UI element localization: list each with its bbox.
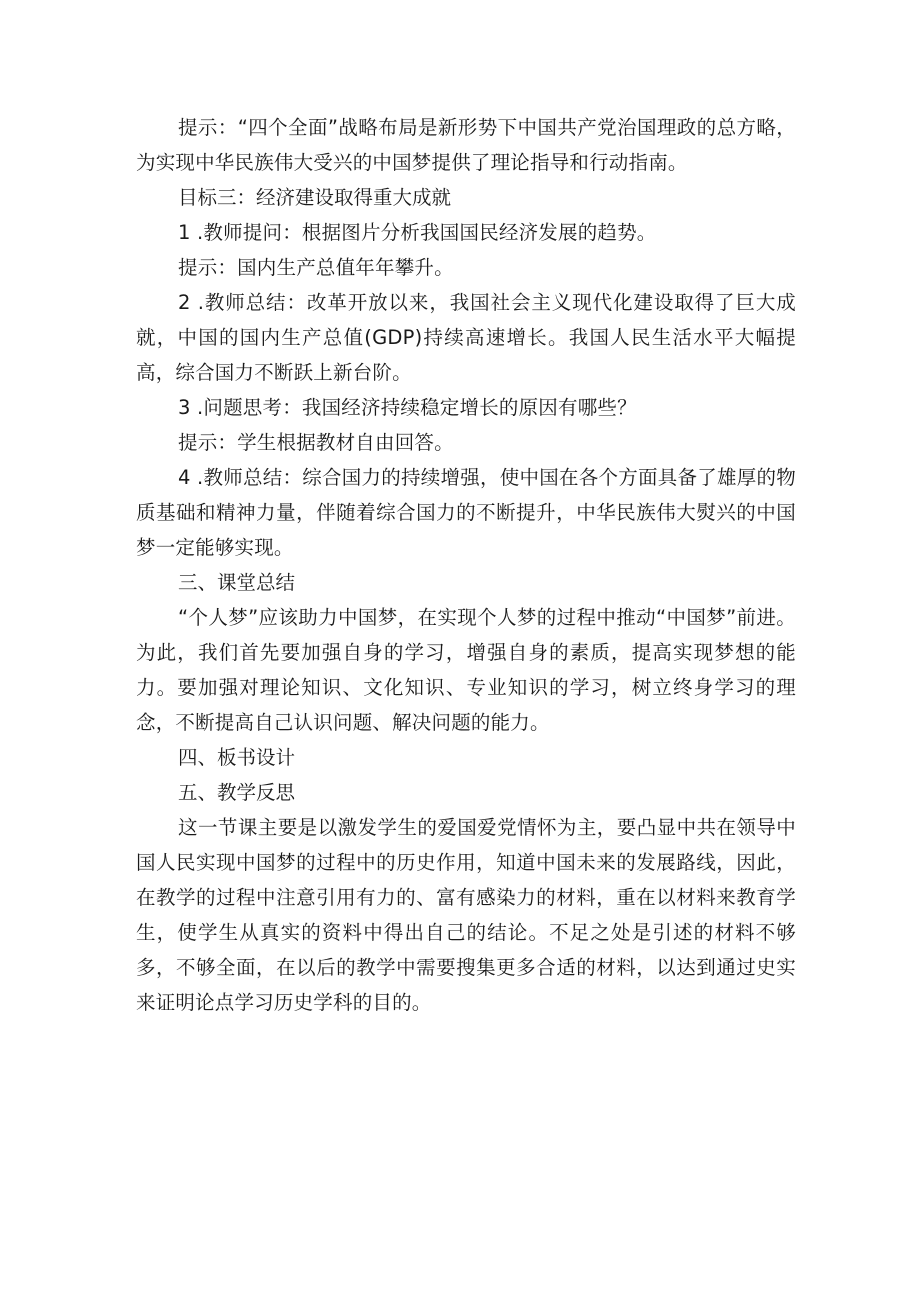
question-thinking-3: 3 .问题思考：我国经济持续稳定增长的原因有哪些？ — [178, 396, 637, 419]
class-summary-text: “个人梦”应该助力中国梦，在实现个人梦的过程中推动“中国梦”前进。为此，我们首先要加强自身的学习，增强自身的素质，提高实现梦想的能力。要加强对理论知识、文化知识、专业知识的学习，树立终身学习的理念，不断提高自己认识问题、解决问题的能力。 — [136, 606, 796, 734]
hint-free-answer: 提示：学生根据教材自由回答。 — [178, 431, 454, 454]
section-teaching-reflection-heading: 五、教学反思 — [178, 781, 296, 804]
teaching-reflection-text: 这一节课主要是以激发学生的爱国爱党情怀为主，要凸显中共在领导中国人民实现中国梦的过程中的历史作用，知道中国未来的发展路线，因此，在教学的过程中注意引用有力的、富有感染力的材料，重在以材料来教育学生，使学生从真实的资料中得出自己的结论。不足之处是引述的材料不够多，不够全面，在以后的教学中需要搜集更多合适的材料，以达到通过史实来证明论点学习历史学科的目的。 — [136, 816, 796, 1014]
hint-four-comprehensives: 提示：“四个全面”战略布局是新形势下中国共产党治国理政的总方略，为实现中华民族伟大受兴的中国梦提供了理论指导和行动指南。 — [136, 116, 796, 174]
teacher-summary-4: 4 .教师总结：综合国力的持续增强，使中国在各个方面具备了雄厚的物质基础和精神力量，伴随着综合国力的不断提升，中华民族伟大熨兴的中国梦一定能够实现。 — [136, 466, 796, 559]
section-class-summary-heading: 三、课堂总结 — [178, 571, 296, 594]
hint-gdp-rising: 提示：国内生产总值年年攀升。 — [178, 256, 454, 279]
teacher-summary-2: 2 .教师总结：改革开放以来，我国社会主义现代化建设取得了巨大成就，中国的国内生产总值(GDP)持续高速增长。我国人民生活水平大幅提高，综合国力不断跃上新台阶。 — [136, 291, 796, 384]
document-body — [136, 110, 796, 1020]
teacher-question-1: 1 .教师提问：根据图片分析我国国民经济发展的趋势。 — [178, 221, 657, 244]
goal-three-heading: 目标三：经济建设取得重大成就 — [178, 186, 452, 209]
section-board-design-heading: 四、板书设计 — [178, 746, 296, 769]
